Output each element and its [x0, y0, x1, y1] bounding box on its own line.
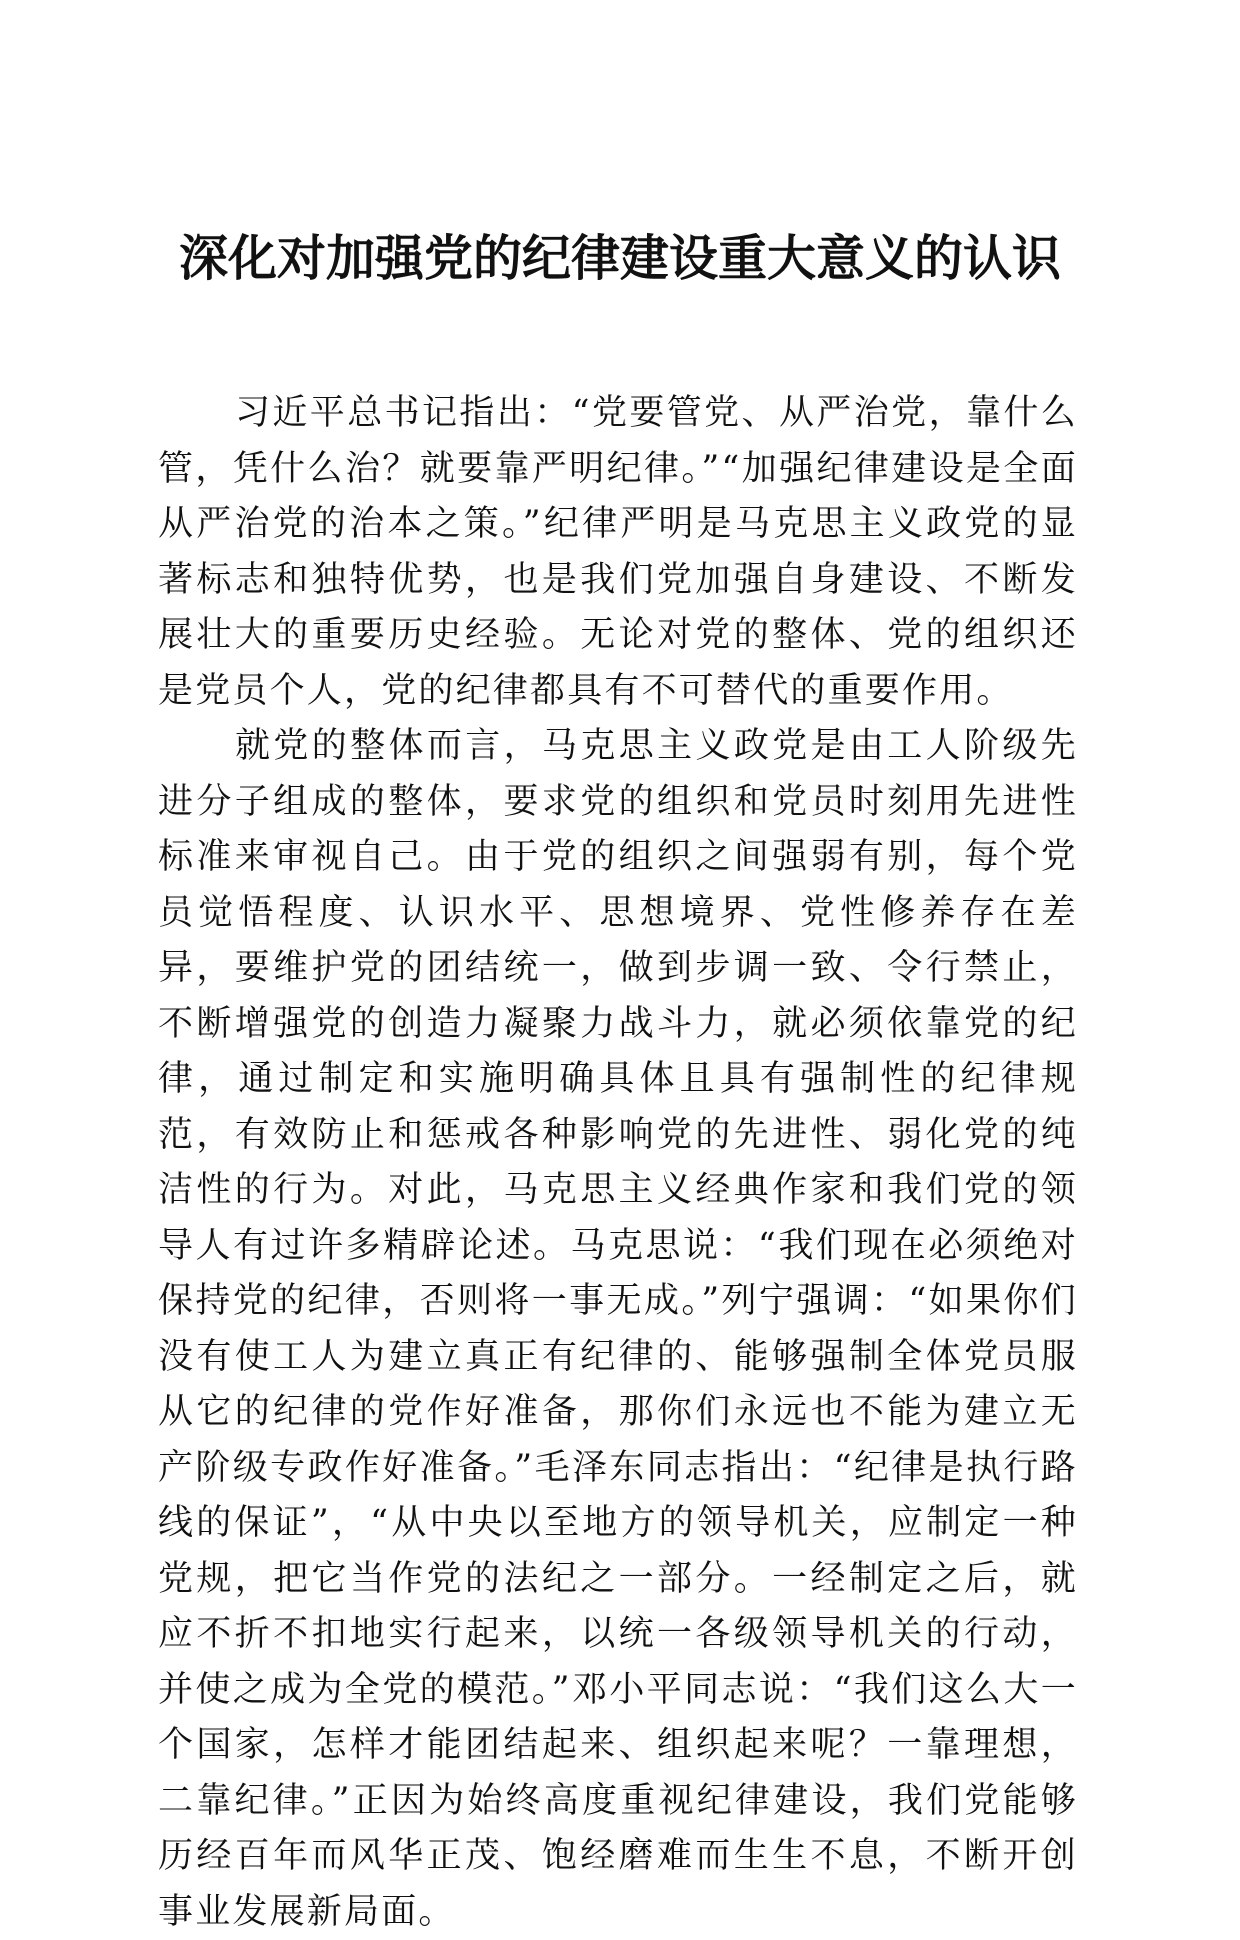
paragraph-1: 习近平总书记指出：“党要管党、从严治党，靠什么管，凭什么治？就要靠严明纪律。”“加强纪律建设是全面从严治党的治本之策。”纪律严明是马克思主义政党的显著标志和独特优势，也是我们党加强自身建设、不断发展壮大的重要历史经验。无论对党的整体、党的组织还是党员个人，党的纪律都具有不可替代的重要作用。 [158, 393, 1078, 711]
paragraph-2: 就党的整体而言，马克思主义政党是由工人阶级先进分子组成的整体，要求党的组织和党员时刻用先进性标准来审视自己。由于党的组织之间强弱有别，每个党员觉悟程度、认识水平、思想境界、党性修养存在差异，要维护党的团结统一，做到步调一致、令行禁止，不断增强党的创造力凝聚力战斗力，就必须依靠党的纪律，通过制定和实施明确具体且具有强制性的纪律规范，有效防止和惩戒各种影响党的先进性、弱化党的纯洁性的行为。对此，马克思主义经典作家和我们党的领导人有过许多精辟论述。马克思说：“我们现在必须绝对保持党的纪律，否则将一事无成。”列宁强调：“如果你们没有使工人为建立真正有纪律的、能够强制全体党员服从它的纪律的党作好准备，那你们永远也不能为建立无产阶级专政作好准备。”毛泽东同志指出：“纪律是执行路线的保证”，“从中央以至地方的领导机关，应制定一种党规，把它当作党的法纪之一部分。一经制定之后，就应不折不扣地实行起来，以统一各级领导机关的行动，并使之成为全党的模范。”邓小平同志说：“我们这么大一个国家，怎样才能团结起来、组织起来呢？一靠理想，二靠纪律。”正因为始终高度重视纪律建设，我们党能够历经百年而风华正茂、饱经磨难而生生不息，不断开创事业发展新局面。 [158, 726, 1078, 1932]
document-title: 深化对加强党的纪律建设重大意义的认识 [178, 229, 1061, 287]
document-body [158, 386, 1078, 1940]
